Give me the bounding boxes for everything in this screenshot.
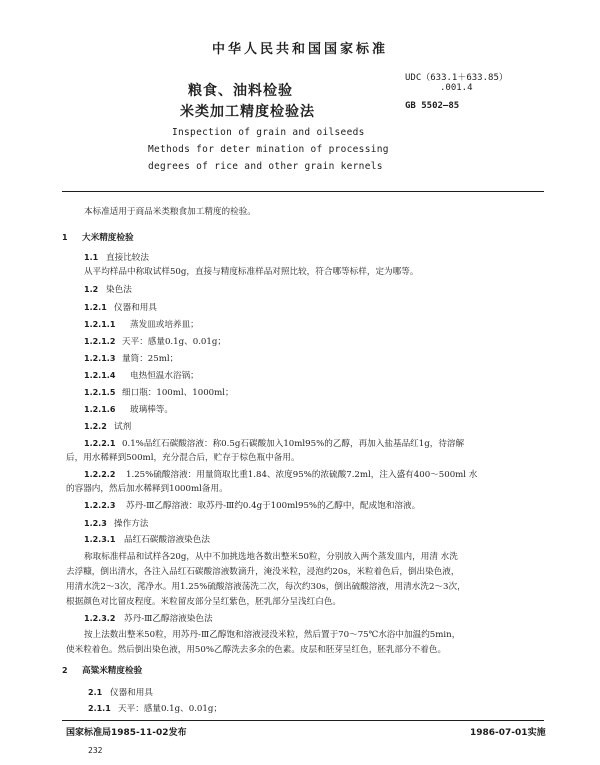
section-number: 2.1 <box>88 688 103 697</box>
item-1-2-2-3 <box>84 500 420 512</box>
item-text: 1.25%硫酸溶液：用量筒取比重1.84、浓度95%的浓硫酸7.2ml，注入盛有400～500ml 水 <box>126 470 478 480</box>
item-1-2-2-2-line-2: 的容器内，然后加水稀释到1000ml备用。 <box>66 484 228 494</box>
item-number: 1.2.2.2 <box>84 470 116 479</box>
item-number: 1.2.1.4 <box>84 371 116 380</box>
section-title: 试剂 <box>114 422 132 432</box>
section-1-1-heading <box>84 252 149 264</box>
paragraph-1-2-3-1-line-3: 用清水洗2～3次，滗净水。用1.25%硫酸溶液荡洗二次，每次约30s，倒出硫酸溶液，用清水洗2～3次， <box>66 582 466 592</box>
title-line-2: 米类加工精度检验法 <box>180 104 315 120</box>
section-1-2-3-2-heading <box>84 613 213 625</box>
item-1-2-2-2-line-1 <box>84 469 477 481</box>
issuer-date: 国家标准局1985-11-02发布 <box>66 728 187 738</box>
item-text: 电热恒温水浴锅； <box>130 371 199 381</box>
item-number: 1.2.2.1 <box>84 439 116 448</box>
section-1-2-3-heading <box>84 518 148 530</box>
gb-standard-number: GB 5502—85 <box>405 101 460 111</box>
section-1-2-1-heading <box>84 302 157 314</box>
english-title-line-1: Inspection of grain and oilseeds <box>172 127 365 138</box>
item-number: 1.2.1.2 <box>84 337 116 346</box>
issuing-org-heading: 中华人民共和国国家标准 <box>211 42 388 57</box>
item-text: 玻璃棒等。 <box>130 405 173 415</box>
section-1-2-heading <box>84 284 132 296</box>
section-title: 大米精度检验 <box>82 233 134 243</box>
paragraph-1-2-3-1-line-2: 去浮糠，倒出清水，各注入品红石碳酸溶液数滴升，淹没米粒，浸泡约20s，米粒着色后，倒出染色液， <box>66 567 460 577</box>
section-title: 品红石碳酸溶液染色法 <box>124 535 210 545</box>
item-number: 1.2.1.1 <box>84 320 116 329</box>
item-1-2-1-2 <box>84 336 226 348</box>
section-number: 1.2.3.2 <box>84 614 116 623</box>
item-1-2-1-1 <box>84 319 199 331</box>
section-number: 1.2.2 <box>84 422 107 431</box>
section-1-2-2-heading <box>84 421 131 433</box>
item-1-2-2-1-line-1 <box>84 438 464 450</box>
udc-code-suffix: .001.4 <box>440 83 473 93</box>
item-2-1-1 <box>88 703 222 715</box>
section-2-heading <box>62 665 142 677</box>
item-number: 1.2.1.6 <box>84 405 116 414</box>
section-title: 仪器和用具 <box>114 303 157 313</box>
section-number: 1.2.3 <box>84 519 107 528</box>
paragraph-1-2-3-1-line-1: 称取标准样品和试样各20g，从中不加挑选地各数出整米50粒，分别放入两个蒸发皿内，用清 水洗 <box>84 552 458 562</box>
section-title: 操作方法 <box>114 519 149 529</box>
item-text: 蒸发皿或培养皿； <box>130 320 199 330</box>
footer-divider <box>62 720 544 721</box>
section-number: 1.2.3.1 <box>84 535 116 544</box>
item-text: 天平：感量0.1g、0.01g； <box>122 337 226 347</box>
section-title: 苏丹-Ⅲ乙醇溶液染色法 <box>124 614 213 624</box>
item-1-2-2-1-line-2: 后，用水稀释到500ml，充分混合后，贮存于棕色瓶中备用。 <box>66 453 300 463</box>
item-text: 0.1%品红石碳酸溶液：称0.5g石碳酸加入10ml95%的乙醇，再加入盐基品红1g，待溶解 <box>122 439 465 449</box>
item-number: 1.2.2.3 <box>84 501 116 510</box>
item-1-2-1-4 <box>84 370 199 382</box>
item-1-2-1-5 <box>84 387 234 399</box>
item-1-2-1-3 <box>84 353 178 365</box>
paragraph-1-2-3-2-line-1: 按上法数出整米50粒，用苏丹-Ⅲ乙醇饱和溶液浸没米粒，然后置于70～75℃水浴中加温约5min， <box>84 630 461 640</box>
section-1-heading <box>62 232 134 244</box>
section-number: 1.2 <box>84 285 99 294</box>
paragraph-1-2-3-2-line-2: 使米粒着色。然后倒出染色液，用50%乙醇洗去多余的色素。皮层和胚芽呈红色，胚乳部分不着色。 <box>66 645 447 655</box>
section-number: 1 <box>62 233 68 242</box>
udc-code: UDC（633.1＋633.85） <box>405 73 508 83</box>
title-line-1: 粮食、油料检验 <box>188 83 293 99</box>
page-number: 232 <box>88 746 103 755</box>
section-1-1-text: 从平均样品中称取试样50g，直接与精度标准样品对照比较，符合哪等标样，定为哪等。 <box>84 267 419 277</box>
section-title: 高粱米精度检验 <box>82 666 143 676</box>
english-title-line-2: Methods for deter mination of processing <box>148 144 389 155</box>
section-number: 1.1 <box>84 253 99 262</box>
item-1-2-1-6 <box>84 404 173 416</box>
section-1-2-3-1-heading <box>84 534 210 546</box>
item-number: 1.2.1.5 <box>84 388 116 397</box>
section-2-1-heading <box>88 687 153 699</box>
paragraph-1-2-3-1-line-4: 根据颜色对比留皮程度。米粒留皮部分呈红紫色，胚乳部分呈浅红白色。 <box>66 597 342 607</box>
effective-date: 1986-07-01实施 <box>470 728 546 738</box>
section-title: 染色法 <box>106 285 132 295</box>
intro-paragraph: 本标准适用于商品米类粮食加工精度的检验。 <box>84 207 256 217</box>
item-text: 苏丹-Ⅲ乙醇溶液：取苏丹-Ⅲ约0.4g于100ml95%的乙醇中，配成饱和溶液。 <box>126 501 421 511</box>
item-text: 天平：感量0.1g、0.01g； <box>118 704 222 714</box>
item-text: 细口瓶：100ml、1000ml； <box>122 388 234 398</box>
item-number: 2.1.1 <box>88 704 111 713</box>
section-title: 直接比较法 <box>106 253 149 263</box>
section-number: 2 <box>62 666 68 675</box>
item-number: 1.2.1.3 <box>84 354 116 363</box>
section-number: 1.2.1 <box>84 303 107 312</box>
english-title-line-3: degrees of rice and other grain kernels <box>148 161 383 172</box>
header-divider <box>62 191 544 192</box>
section-title: 仪器和用具 <box>110 688 153 698</box>
item-text: 量筒：25ml； <box>122 354 179 364</box>
